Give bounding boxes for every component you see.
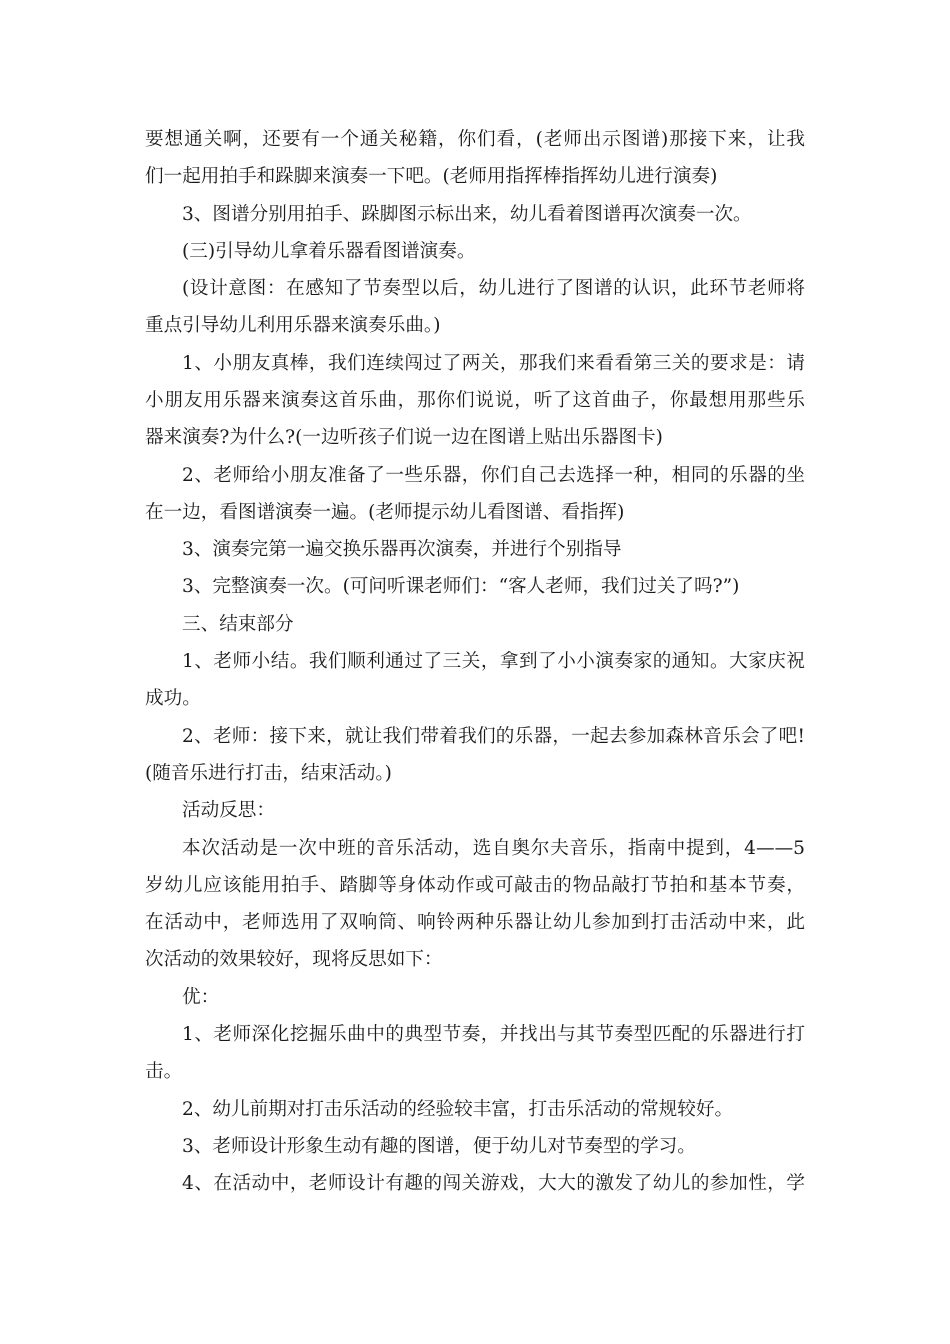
section-heading: 三、结束部分 (182, 614, 294, 635)
paragraph-line: 3、老师设计形象生动有趣的图谱，便于幼儿对节奏型的学习。 (182, 1136, 696, 1157)
section-heading: (三)引导幼儿拿着乐器看图谱演奏。 (182, 241, 476, 262)
section-heading: 优： (182, 987, 220, 1008)
paragraph-line: 击。 (145, 1061, 183, 1082)
paragraph-line: 1、老师小结。我们顺利通过了三关，拿到了小小演奏家的通知。大家庆祝 (182, 651, 805, 672)
paragraph-line: 3、演奏完第一遍交换乐器再次演奏，并进行个别指导 (182, 539, 622, 560)
paragraph-line: 们一起用拍手和跺脚来演奏一下吧。(老师用指挥棒指挥幼儿进行演奏) (145, 166, 718, 187)
paragraph-line: 1、老师深化挖掘乐曲中的典型节奏，并找出与其节奏型匹配的乐器进行打 (182, 1024, 805, 1045)
paragraph-line: (设计意图：在感知了节奏型以后，幼儿进行了图谱的认识，此环节老师将 (182, 278, 805, 299)
paragraph-line: 本次活动是一次中班的音乐活动，选自奥尔夫音乐，指南中提到，4——5 (182, 838, 805, 859)
paragraph-line: 2、老师：接下来，就让我们带着我们的乐器，一起去参加森林音乐会了吧! (182, 726, 805, 747)
paragraph-line: 3、完整演奏一次。(可问听课老师们：“客人老师，我们过关了吗?”) (182, 576, 740, 597)
paragraph-line: 在一边，看图谱演奏一遍。(老师提示幼儿看图谱、看指挥) (145, 502, 625, 523)
paragraph-line: 4、在活动中，老师设计有趣的闯关游戏，大大的激发了幼儿的参加性，学 (182, 1173, 805, 1194)
paragraph-line: 要想通关啊，还要有一个通关秘籍，你们看，(老师出示图谱)那接下来，让我 (145, 129, 805, 150)
paragraph-line: 在活动中，老师选用了双响筒、响铃两种乐器让幼儿参加到打击活动中来，此 (145, 912, 805, 933)
paragraph-line: 器来演奏?为什么?(一边听孩子们说一边在图谱上贴出乐器图卡) (145, 427, 663, 448)
paragraph-line: 小朋友用乐器来演奏这首乐曲，那你们说说，听了这首曲子，你最想用那些乐 (145, 390, 805, 411)
paragraph-line: 2、老师给小朋友准备了一些乐器，你们自己去选择一种，相同的乐器的坐 (182, 465, 805, 486)
paragraph-line: 岁幼儿应该能用拍手、踏脚等身体动作或可敲击的物品敲打节拍和基本节奏， (145, 875, 805, 896)
paragraph-line: 2、幼儿前期对打击乐活动的经验较丰富，打击乐活动的常规较好。 (182, 1099, 734, 1120)
paragraph-line: 重点引导幼儿利用乐器来演奏乐曲。) (145, 315, 441, 336)
paragraph-line: 1、小朋友真棒，我们连续闯过了两关，那我们来看看第三关的要求是：请 (182, 353, 805, 374)
paragraph-line: (随音乐进行打击，结束活动。) (145, 763, 392, 784)
paragraph-line: 成功。 (145, 688, 201, 709)
paragraph-line: 次活动的效果较好，现将反思如下： (145, 949, 443, 970)
paragraph-line: 3、图谱分别用拍手、跺脚图示标出来，幼儿看着图谱再次演奏一次。 (182, 204, 752, 225)
section-heading: 活动反思： (182, 800, 275, 821)
